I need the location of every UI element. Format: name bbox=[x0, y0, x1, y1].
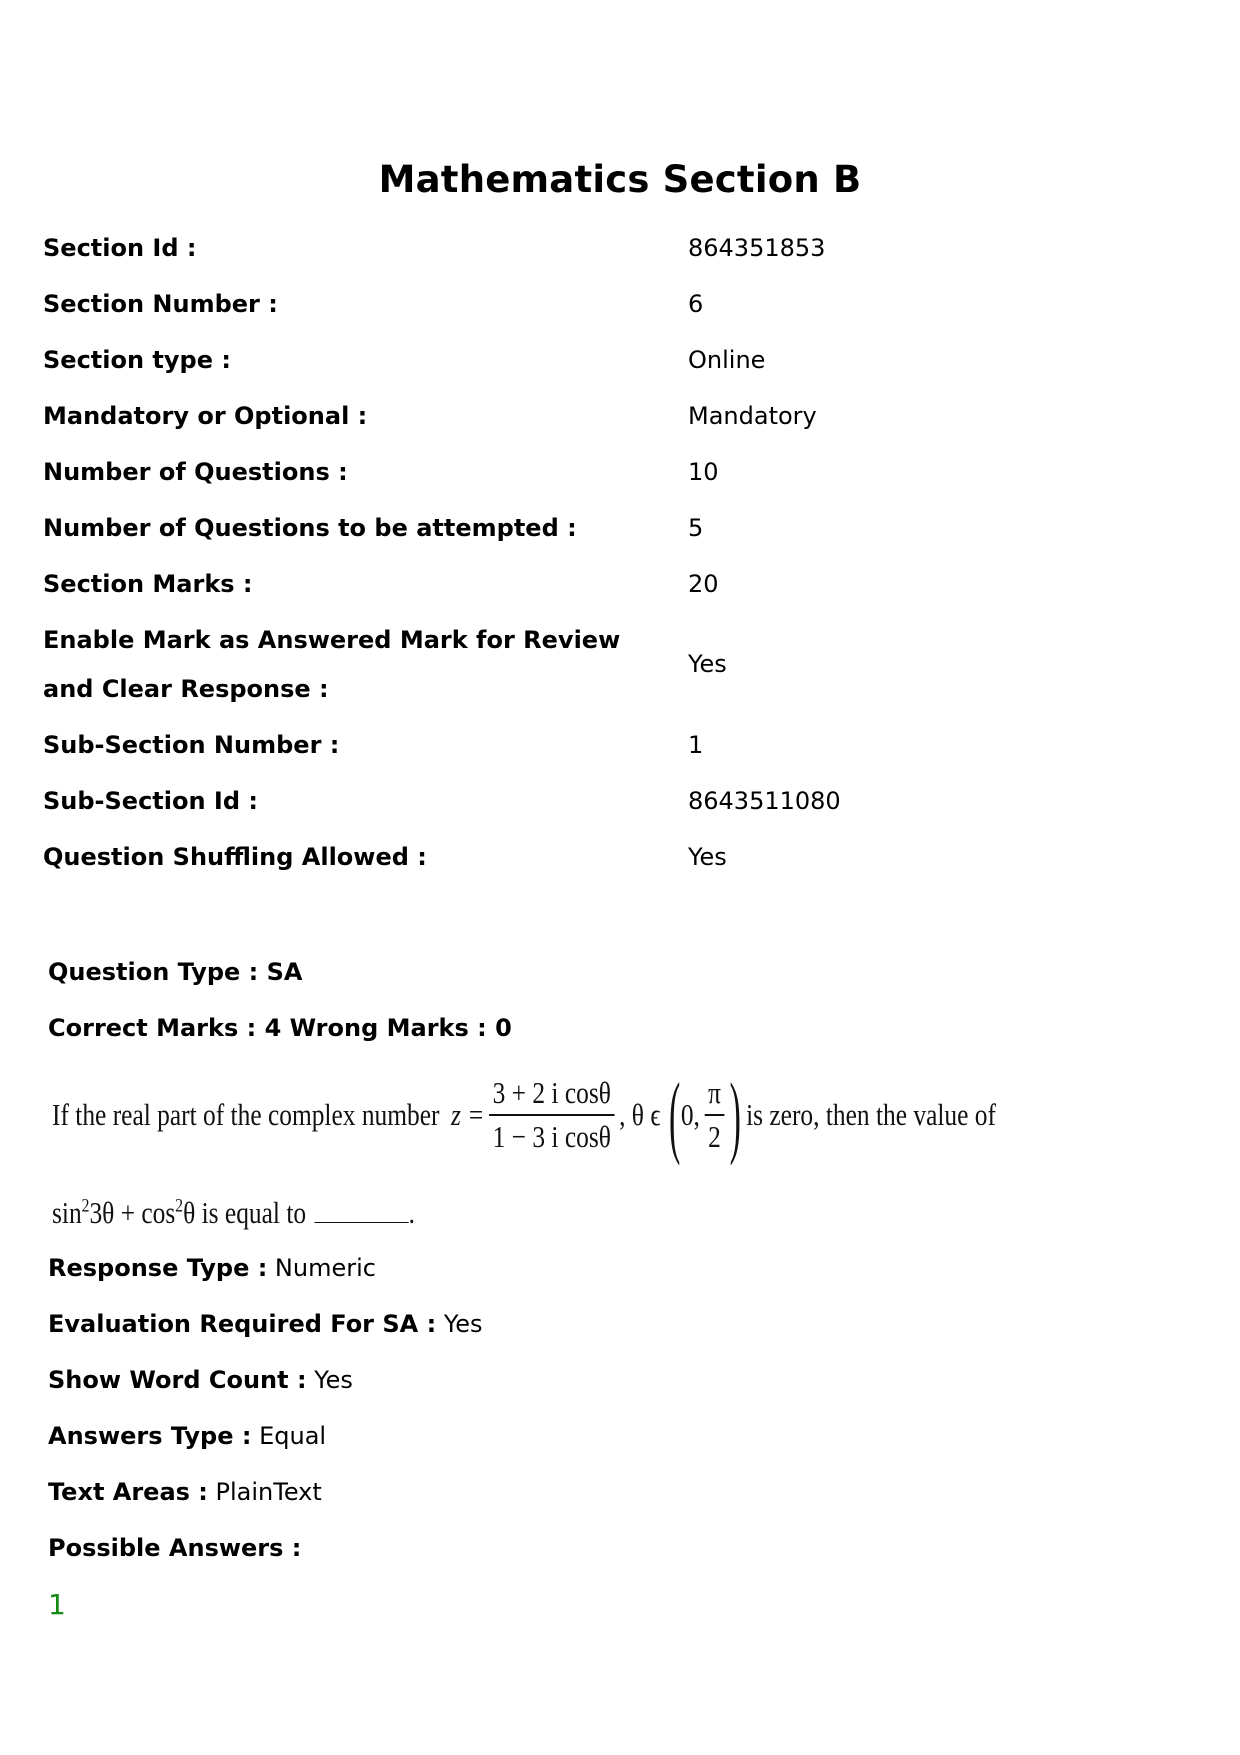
question-z-eq: z = bbox=[450, 1097, 485, 1132]
pi-over-two-fraction bbox=[705, 1072, 724, 1158]
info-label: Number of Questions to be attempted : bbox=[43, 513, 577, 542]
right-paren: ) bbox=[729, 1064, 741, 1166]
info-row-enable-mark bbox=[43, 612, 1143, 717]
fraction-denominator: 1 − 3 i cosθ bbox=[492, 1119, 611, 1154]
question-type bbox=[48, 944, 1148, 1000]
left-paren: ( bbox=[669, 1064, 681, 1166]
info-row-section-number bbox=[43, 276, 1143, 332]
theta-text: θ is equal to bbox=[183, 1195, 307, 1230]
two-digit: 2 bbox=[708, 1119, 721, 1154]
info-value: 6 bbox=[688, 289, 704, 318]
info-label: Section Id : bbox=[43, 233, 197, 262]
info-value: Yes bbox=[688, 842, 727, 871]
question-text-line-1 bbox=[52, 1060, 996, 1170]
info-value: Mandatory bbox=[688, 401, 817, 430]
detail-label: Evaluation Required For SA : bbox=[48, 1310, 437, 1338]
info-row-section-type bbox=[43, 332, 1143, 388]
detail-value: Equal bbox=[251, 1422, 327, 1450]
info-row-num-attempted bbox=[43, 500, 1143, 556]
sin-text: sin bbox=[52, 1195, 82, 1230]
info-value: 10 bbox=[688, 457, 719, 486]
detail-label: Answers Type : bbox=[48, 1422, 252, 1450]
pi-symbol: π bbox=[708, 1075, 721, 1110]
question-text-line-2 bbox=[52, 1194, 790, 1244]
question-text bbox=[52, 1060, 996, 1244]
response-type bbox=[48, 1240, 1148, 1296]
detail-value: Yes bbox=[306, 1366, 353, 1394]
detail-value: Numeric bbox=[267, 1254, 376, 1282]
info-label: Section Marks : bbox=[43, 569, 253, 598]
info-value: 5 bbox=[688, 513, 704, 542]
answers-type bbox=[48, 1408, 1148, 1464]
complex-fraction bbox=[489, 1072, 614, 1158]
info-label: Section Number : bbox=[43, 289, 278, 318]
fraction-numerator: 3 + 2 i cosθ bbox=[492, 1075, 611, 1110]
cos-exponent: 2 bbox=[175, 1195, 184, 1217]
detail-value: PlainText bbox=[207, 1478, 322, 1506]
info-row-mandatory bbox=[43, 388, 1143, 444]
sin-exponent: 2 bbox=[81, 1195, 90, 1217]
detail-value: Yes bbox=[436, 1310, 483, 1338]
question-marks bbox=[48, 1000, 1148, 1056]
question-suffix: is zero, then the value of bbox=[746, 1097, 996, 1132]
section-info-table bbox=[43, 220, 1143, 885]
info-label: Sub-Section Id : bbox=[43, 786, 258, 815]
show-word-count bbox=[48, 1352, 1148, 1408]
mid-text: 3θ + cos bbox=[89, 1195, 176, 1230]
info-label: Mandatory or Optional : bbox=[43, 401, 368, 430]
question-header bbox=[48, 944, 1148, 1056]
info-value: Yes bbox=[688, 650, 727, 678]
detail-label: Show Word Count : bbox=[48, 1366, 307, 1394]
evaluation-required bbox=[48, 1296, 1148, 1352]
possible-answers bbox=[48, 1520, 1148, 1576]
response-details bbox=[48, 1240, 1148, 1576]
possible-answer-value: 1 bbox=[48, 1588, 66, 1621]
interval-start: 0, bbox=[680, 1097, 700, 1132]
info-row-num-questions bbox=[43, 444, 1143, 500]
theta-in: , θ ϵ bbox=[619, 1097, 661, 1132]
info-label: Sub-Section Number : bbox=[43, 730, 340, 759]
info-value: 1 bbox=[688, 730, 704, 759]
answer-blank bbox=[314, 1194, 408, 1223]
detail-label: Possible Answers : bbox=[48, 1534, 302, 1562]
info-row-subsection-id bbox=[43, 773, 1143, 829]
info-label: Section type : bbox=[43, 345, 231, 374]
info-row-shuffling bbox=[43, 829, 1143, 885]
detail-label: Response Type : bbox=[48, 1254, 268, 1282]
info-value: 20 bbox=[688, 569, 719, 598]
question-type-label: Question Type : SA bbox=[48, 958, 303, 986]
line-end: . bbox=[408, 1195, 415, 1230]
info-row-section-marks bbox=[43, 556, 1143, 612]
info-row-section-id bbox=[43, 220, 1143, 276]
info-value: 864351853 bbox=[688, 233, 826, 262]
text-areas bbox=[48, 1464, 1148, 1520]
page-title: Mathematics Section B bbox=[378, 158, 862, 201]
info-label: Enable Mark as Answered Mark for Review and Clear Response : bbox=[43, 625, 621, 703]
info-label: Question Shuffling Allowed : bbox=[43, 842, 427, 871]
question-marks-label: Correct Marks : 4 Wrong Marks : 0 bbox=[48, 1014, 512, 1042]
info-value: 8643511080 bbox=[688, 786, 841, 815]
info-label: Number of Questions : bbox=[43, 457, 348, 486]
info-value: Online bbox=[688, 345, 766, 374]
detail-label: Text Areas : bbox=[48, 1478, 208, 1506]
info-row-subsection-number bbox=[43, 717, 1143, 773]
question-prefix: If the real part of the complex number bbox=[52, 1097, 440, 1132]
